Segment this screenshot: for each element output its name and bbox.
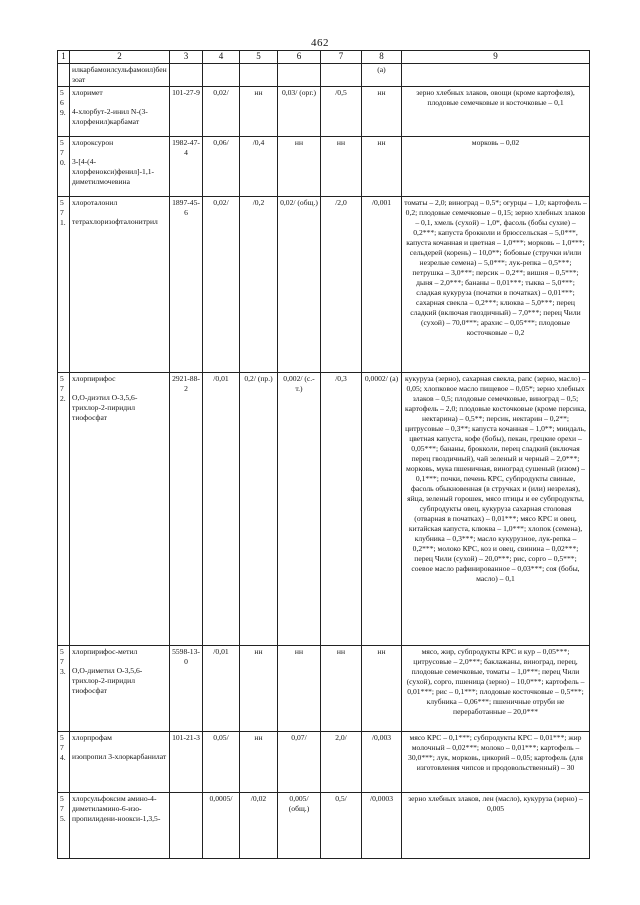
mrl-text: мясо, жир, субпродукты КРС и кур – 0,05***; цитрусовые – 2,0***; баклажаны, виноград, перец, плодовые семечковые, томаты – 1,0***; перец Чили (сухой), сорго, пшеница (зерно) – 10,0***; картофель – 0,01***; рис – 0,1***; плодовые косточковые – 0,5***; клубника – 0,06***; пшеничные отруби не переработанные – 20,0***	[402, 645, 590, 731]
value-col5: /0,02	[240, 792, 278, 858]
chemical-name: O,O-диметил O-3,5,6-трихлор-2-пиридил тиофосфат	[72, 665, 143, 695]
continuation-name: илкарбамоилсульфамоил)бензоат	[70, 63, 170, 86]
continuation-col8: (a)	[362, 63, 402, 86]
col-header: 8	[362, 51, 402, 64]
row-number: 572.	[58, 372, 70, 645]
value-col8: нн	[362, 136, 402, 196]
value-col8: нн	[362, 645, 402, 731]
value-col5: нн	[240, 86, 278, 136]
table-row	[58, 372, 590, 645]
col-header: 2	[70, 51, 170, 64]
value-col6: нн	[278, 136, 321, 196]
cas-number: 2921-88-2	[170, 372, 203, 645]
cas-number: 1982-47-4	[170, 136, 203, 196]
value-col5: /0,2	[240, 196, 278, 372]
chemical-name: тетрахлоризофталонитрил	[72, 216, 158, 226]
col-header: 9	[402, 51, 590, 64]
value-col6: 0,002/ (с.-т.)	[278, 372, 321, 645]
value-col5: 0,2/ (пр.)	[240, 372, 278, 645]
row-number: 569.	[58, 86, 70, 136]
col-header: 7	[321, 51, 362, 64]
value-col4: 0,05/	[203, 731, 240, 792]
value-col7: нн	[321, 645, 362, 731]
mrl-text: зерно хлебных злаков, лен (масло), кукуруза (зерно) – 0,005	[402, 792, 590, 858]
continuation-row	[58, 63, 590, 86]
col-header: 1	[58, 51, 70, 64]
substance-name: хлорпирифос-метил	[72, 646, 138, 656]
mrl-text: кукуруза (зерно), сахарная свекла, рапс (зерно, масло) – 0,05; хлопковое масло пищевое – 0,05*; зерно хлебных злаков – 0,5; плодовые семечковые, виноград – 0,5; картофель – 2,0; плодовые косточковые (кроме персика, нектарина) – 0,5**; персик, нектарин – 0,2**; цитрусовые – 0,3**; капуста кочанная – 1,0**; миндаль, цветная капуста, кофе (бобы), пекан, грецкие орехи – 0,05***; бананы, брокколи, перец сладкий (включая перец гвоздичный), чай зеленый и черный – 2,0***; морковь, мука пшеничная, виноград сушеный (изюм) – 0,1***; почки, печень КРС, субпродукты свиные, фасоль обыкновенная (в стручках и (или) незрелая), яйца, зеленый горошек, мясо птицы и ее субпродукты, субпродукты овец, кукуруза сахарная столовая (отварная в початках) – 0,01***; мясо КРС и овец, китайская капуста, клюква – 1,0***; хлопок (семена), клубника – 0,3***; масло кукурузное, лук-репка – 0,2***; молоко КРС, коз и овец, свинина – 0,02***; перец Чили (сухой) – 20,0***; рис, сорго – 0,5***; соевое масло рафинированное – 0,03***; соя (бобы, масло) – 0,1	[402, 372, 590, 645]
cas-number	[170, 792, 203, 858]
row-number: 571.	[58, 196, 70, 372]
value-col6: нн	[278, 645, 321, 731]
chemical-name: хлорсульфоксим амино-4-диметиламино-6-изо-пропилидени-ноокси-1,3,5-	[72, 793, 161, 823]
value-col8: нн	[362, 86, 402, 136]
chemical-name: изопропил 3-хлоркарбанилат	[72, 751, 167, 761]
substance-name: хлорпирифос	[72, 373, 116, 383]
table-row	[58, 645, 590, 731]
cas-number: 5598-13-0	[170, 645, 203, 731]
table-header-row	[58, 51, 590, 64]
value-col7: /2,0	[321, 196, 362, 372]
value-col5: /0,4	[240, 136, 278, 196]
value-col6: 0,07/	[278, 731, 321, 792]
value-col6: 0,02/ (общ.)	[278, 196, 321, 372]
substance-name: хлорпрофам	[72, 732, 112, 742]
value-col4: 0,02/	[203, 196, 240, 372]
table-row	[58, 196, 590, 372]
mrl-text: мясо КРС – 0,1***; субпродукты КРС – 0,01***; жир молочный – 0,02***; молоко – 0,01***; картофель – 30,0***; лук, морковь, цикорий – 0,05; картофель (для изготовления чипсов и продовольственный) – 30	[402, 731, 590, 792]
value-col6: 0,03/ (орг.)	[278, 86, 321, 136]
substance-name: хлороксурон	[72, 137, 114, 147]
value-col7: /0,5	[321, 86, 362, 136]
row-number: 573.	[58, 645, 70, 731]
value-col8: 0,0002/ (a)	[362, 372, 402, 645]
value-col8: /0,003	[362, 731, 402, 792]
chemical-name: 3-[4-(4-хлорфенокси)фенил]-1,1-диметилмочевина	[72, 156, 155, 186]
col-header: 4	[203, 51, 240, 64]
value-col4: /0,01	[203, 645, 240, 731]
chemical-name: O,O-диэтил O-3,5,6-трихлор-2-пиридил тиофосфат	[72, 392, 138, 422]
cas-number: 101-21-3	[170, 731, 203, 792]
value-col6: 0,005/ (общ.)	[278, 792, 321, 858]
value-col7: 0,5/	[321, 792, 362, 858]
table-row	[58, 731, 590, 792]
chemical-name: 4-хлорбут-2-инил N-(3-хлорфенил)карбамат	[72, 106, 148, 126]
table-row	[58, 792, 590, 858]
substance-name: хлоримет	[72, 87, 103, 97]
col-header: 5	[240, 51, 278, 64]
table-row	[58, 86, 590, 136]
col-header: 6	[278, 51, 321, 64]
table-row	[58, 136, 590, 196]
value-col8: /0,0003	[362, 792, 402, 858]
row-number: 575.	[58, 792, 70, 858]
page-number: 462	[311, 37, 329, 49]
mrl-text: зерно хлебных злаков, овощи (кроме картофеля), плодовые семечковые и косточковые – 0,1	[402, 86, 590, 136]
value-col5: нн	[240, 731, 278, 792]
mrl-text: морковь – 0,02	[402, 136, 590, 196]
value-col4: /0,01	[203, 372, 240, 645]
value-col4: 0,06/	[203, 136, 240, 196]
row-number: 574.	[58, 731, 70, 792]
mrl-text: томаты – 2,0; виноград – 0,5*; огурцы – 1,0; картофель – 0,2; плодовые семечковые – 0,15; зерно хлебных злаков – 0,1, хмель (сухой) – 1,0*, фасоль (бобы сухие) – 0,2***; капуста брокколи и брюссельская – 5,0***, капуста кочанная и цветная – 1,0***; морковь – 1,0***; сельдерей (корень) – 10,0**; бобовые (стручки и/или незрелые семена) – 5,0***; лук-репка – 0,5***; петрушка – 3,0***; персик – 0,2**; вишня – 0,5***; дыня – 2,0***; бананы – 0,01***; тыква – 5,0***; сладкая кукуруза (початки в початках) – 0,01***; сахарная свекла – 0,2***; клюква – 5,0***; перец сладкий (включая гвоздичный) – 7,0***; перец Чили (сухой) – 70,0***; арахис – 0,05***; плодовые косточковые – 0,2	[402, 196, 590, 372]
value-col7: /0,3	[321, 372, 362, 645]
value-col7: 2,0/	[321, 731, 362, 792]
cas-number: 101-27-9	[170, 86, 203, 136]
substance-name: хлороталонил	[72, 197, 118, 207]
row-number: 570.	[58, 136, 70, 196]
cas-number: 1897-45-6	[170, 196, 203, 372]
hygienic-standards-table	[57, 50, 590, 859]
value-col7: нн	[321, 136, 362, 196]
col-header: 3	[170, 51, 203, 64]
value-col4: 0,0005/	[203, 792, 240, 858]
value-col4: 0,02/	[203, 86, 240, 136]
value-col8: /0,001	[362, 196, 402, 372]
value-col5: нн	[240, 645, 278, 731]
